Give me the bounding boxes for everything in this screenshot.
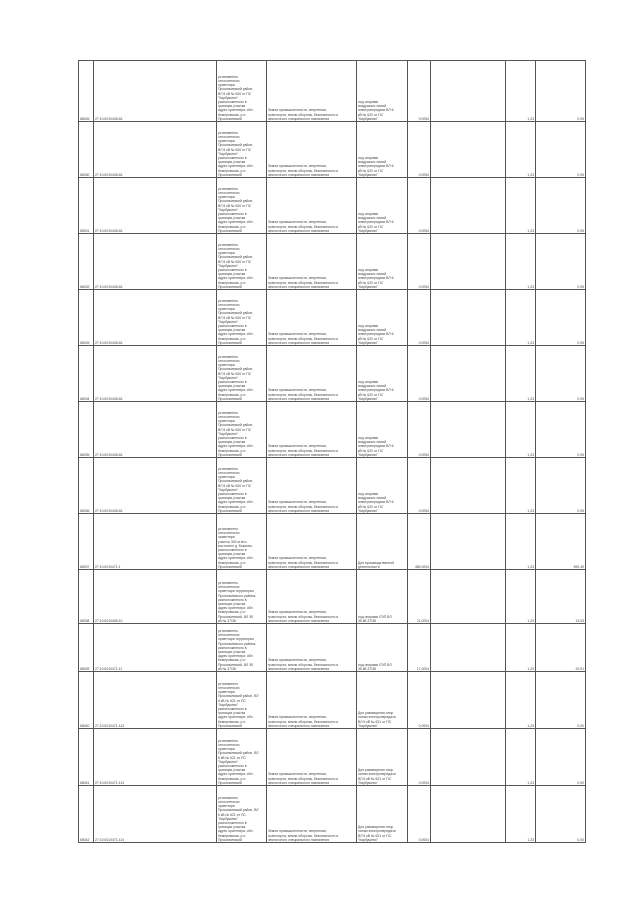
table-row <box>79 122 586 178</box>
table-row <box>79 672 586 729</box>
cadastral-number: 27:10:0010445:46 <box>94 458 217 514</box>
amount-value: 0,05 <box>536 458 586 514</box>
permitted-use: под опорами воздушных линий электропередачи ВЛ 6 кВ № 620 от ПС "Карбушево" <box>357 290 408 346</box>
cadastral-number: 27:10:0010471:113 <box>94 672 217 729</box>
land-category: Земли промышленности, энергетики, транспорта, земли обороны, безопасности и земли иного специального назначения <box>267 234 357 290</box>
empty-cell <box>431 458 506 514</box>
area-value: 0,0054 <box>408 178 431 234</box>
amount-value: 0,05 <box>536 178 586 234</box>
row-number: 68036 <box>79 458 94 514</box>
amount-value: 0,05 <box>536 290 586 346</box>
table-row <box>79 402 586 458</box>
land-category: Земли промышленности, энергетики, транспорта, земли обороны, безопасности и земли иного специального назначения <box>267 624 357 672</box>
row-number: 68042 <box>79 786 94 843</box>
empty-cell <box>431 346 506 402</box>
location-description: установлено относительно ориентира Прокопьевский район, ВЛ 6 кВ № 620 от ПС "Карбушево" расположенного в границах участка адрес ориентира: обл. Кемеровская, р-н Прокопьевский <box>217 122 267 178</box>
amount-value: 0,05 <box>536 346 586 402</box>
cadastral-number: 27:10:0010471:11 <box>94 624 217 672</box>
empty-cell <box>431 290 506 346</box>
amount-value: 0,05 <box>536 61 586 122</box>
table-row <box>79 514 586 570</box>
table-row <box>79 786 586 843</box>
cadastral-number: 27:10:0010445:46 <box>94 122 217 178</box>
row-number: 68038 <box>79 570 94 624</box>
permitted-use: под опорами воздушных линий электропередачи ВЛ 6 кВ № 620 от ПС "Карбушево" <box>357 346 408 402</box>
location-description: установлено относительно ориентира Прокопьевский район, ВЛ 6 кВ № 620 от ПС "Карбушево" расположенного в границах участка адрес ориентира: обл. Кемеровская, р-н Прокопьевский <box>217 234 267 290</box>
rate-value: 1,23 <box>506 346 536 402</box>
land-category: Земли промышленности, энергетики, транспорта, земли обороны, безопасности и земли иного специального назначения <box>267 61 357 122</box>
amount-value: 590,40 <box>536 514 586 570</box>
rate-value: 1,23 <box>506 514 536 570</box>
empty-cell <box>431 234 506 290</box>
cadastral-number: 27:10:0010445:46 <box>94 234 217 290</box>
row-number: 68041 <box>79 729 94 786</box>
rate-value: 1,23 <box>506 570 536 624</box>
land-category: Земли промышленности, энергетики, транспорта, земли обороны, безопасности и земли иного специального назначения <box>267 402 357 458</box>
land-category: Земли промышленности, энергетики, транспорта, земли обороны, безопасности и земли иного специального назначения <box>267 458 357 514</box>
row-number: 68032 <box>79 234 94 290</box>
land-category: Земли промышленности, энергетики, транспорта, земли обороны, безопасности и земли иного специального назначения <box>267 122 357 178</box>
table-row <box>79 570 586 624</box>
rate-value: 1,23 <box>506 122 536 178</box>
location-description: установлено относительно ориентира Прокопьевский район, ВЛ 6 кВ № 620 от ПС "Карбушево" расположенного в границах участка адрес ориентира: обл. Кемеровская, р-н Прокопьевский <box>217 346 267 402</box>
table-row <box>79 178 586 234</box>
table-row <box>79 290 586 346</box>
permitted-use: под опорами воздушных линий электропередачи ВЛ 6 кВ № 620 от ПС "Карбушево" <box>357 234 408 290</box>
area-value: 480,0004 <box>408 514 431 570</box>
land-category: Земли промышленности, энергетики, транспорта, земли обороны, безопасности и земли иного специального назначения <box>267 346 357 402</box>
location-description: установлено относительно ориентира Прокопьевский район, ВЛ 6 кВ № 620 от ПС "Карбушево" расположенного в границах участка адрес ориентира: обл. Кемеровская, р-н Прокопьевский <box>217 290 267 346</box>
rate-value: 1,23 <box>506 786 536 843</box>
row-number: 68026 <box>79 61 94 122</box>
cadastral-number: 27:10:0010471:1 <box>94 514 217 570</box>
cadastral-number: 27:10:0010445:46 <box>94 290 217 346</box>
cadastral-number: 27:10:0010445:46 <box>94 61 217 122</box>
empty-cell <box>431 570 506 624</box>
area-value: 11,0004 <box>408 570 431 624</box>
permitted-use: под опорами воздушных линий электропередачи ВЛ 6 кВ № 620 от ПС "Карбушево" <box>357 61 408 122</box>
permitted-use: Для размещения опор линии электропередачи ВЛ 6 кВ № 621 от ПС "Карбушево" <box>357 729 408 786</box>
land-category: Земли промышленности, энергетики, транспорта, земли обороны, безопасности и земли иного специального назначения <box>267 178 357 234</box>
empty-cell <box>431 402 506 458</box>
land-category: Земли промышленности, энергетики, транспорта, земли обороны, безопасности и земли иного специального назначения <box>267 786 357 843</box>
area-value: 0,0054 <box>408 346 431 402</box>
location-description: установлено относительно ориентира территория Прокопьевского района, расположенного в границах участка адрес ориентира: обл. Кемеровская, р-н Прокопьевский, ВЛ 35 кВ № 37/38 <box>217 624 267 672</box>
area-value: 0,0004 <box>408 729 431 786</box>
table-row <box>79 458 586 514</box>
location-description: установлено относительно ориентира Прокопьевский район, ВЛ 6 кВ № 620 от ПС "Карбушево" расположенного в границах участка адрес ориентира: обл. Кемеровская, р-н Прокопьевский <box>217 402 267 458</box>
permitted-use: под опорами ЛЭП ВЛ 35 кВ 37/38 <box>357 570 408 624</box>
amount-value: 20,91 <box>536 624 586 672</box>
rate-value: 1,23 <box>506 624 536 672</box>
permitted-use: Для размещения опор линии электропередачи ВЛ 6 кВ № 621 от ПС "Карбушево" <box>357 786 408 843</box>
table-row <box>79 624 586 672</box>
empty-cell <box>431 729 506 786</box>
location-description: установлено относительно ориентира Прокопьевский район, ВЛ 6 кВ № 620 от ПС "Карбушево" расположенного в границах участка адрес ориентира: обл. Кемеровская, р-н Прокопьевский <box>217 458 267 514</box>
rate-value: 1,23 <box>506 61 536 122</box>
area-value: 9,0054 <box>408 61 431 122</box>
empty-cell <box>431 514 506 570</box>
area-value: 0,0054 <box>408 402 431 458</box>
empty-cell <box>431 178 506 234</box>
permitted-use: Для размещения опор линии электропередачи ВЛ 6 кВ № 621 от ПС "Карбушево" <box>357 672 408 729</box>
location-description: установлено относительно ориентира территория Прокопьевского района, расположенного в границах участка адрес ориентира: обл. Кемеровская, р-н Прокопьевский, ВЛ 35 кВ № 37/38 <box>217 570 267 624</box>
land-category: Земли промышленности, энергетики, транспорта, земли обороны, безопасности и земли иного специального назначения <box>267 672 357 729</box>
location-description: установлено относительно ориентира Прокопьевский район, ВЛ 6 кВ № 621 от ПС "Карбушево" расположенного в границах участка адрес ориентира: обл. Кемеровская, р-н Прокопьевский <box>217 672 267 729</box>
amount-value: 0,00 <box>536 786 586 843</box>
location-description: установлено относительно ориентира Прокопьевский район, ВЛ 6 кВ № 621 от ПС "Карбушево" расположенного в границах участка адрес ориентира: обл. Кемеровская, р-н Прокопьевский <box>217 729 267 786</box>
rate-value: 1,23 <box>506 458 536 514</box>
location-description: установлено относительно ориентира Прокопьевский район, ВЛ 6 кВ № 621 от ПС "Карбушево" расположенного в границах участка адрес ориентира: обл. Кемеровская, р-н Прокопьевский <box>217 786 267 843</box>
row-number: 68039 <box>79 624 94 672</box>
permitted-use: Для производственной деятельности <box>357 514 408 570</box>
area-value: 0,0004 <box>408 672 431 729</box>
area-value: 0,0054 <box>408 290 431 346</box>
area-value: 0,0054 <box>408 122 431 178</box>
location-description: установлено относительно ориентира участок 300 м юго- восточнее д. Бышево, расположенного в границах участка адрес ориентира: обл. Кемеровская, р-н Прокопьевский <box>217 514 267 570</box>
table-row <box>79 234 586 290</box>
permitted-use: под опорами воздушных линий электропередачи ВЛ 6 кВ № 620 от ПС "Карбушево" <box>357 402 408 458</box>
amount-value: 0,05 <box>536 402 586 458</box>
amount-value: 13,53 <box>536 570 586 624</box>
amount-value: 0,00 <box>536 672 586 729</box>
area-value: 0,0054 <box>408 458 431 514</box>
rate-value: 1,23 <box>506 290 536 346</box>
cadastral-number: 27:10:0010445:46 <box>94 178 217 234</box>
rate-value: 1,23 <box>506 729 536 786</box>
cadastral-number: 27:10:0010471:113 <box>94 729 217 786</box>
empty-cell <box>431 61 506 122</box>
row-number: 68035 <box>79 402 94 458</box>
cadastral-number: 27:10:0010455:10 <box>94 570 217 624</box>
land-category: Земли промышленности, энергетики, транспорта, земли обороны, безопасности и земли иного специального назначения <box>267 514 357 570</box>
table-body <box>79 61 586 843</box>
empty-cell <box>431 624 506 672</box>
rate-value: 1,23 <box>506 672 536 729</box>
land-category: Земли промышленности, энергетики, транспорта, земли обороны, безопасности и земли иного специального назначения <box>267 570 357 624</box>
row-number: 68031 <box>79 178 94 234</box>
land-registry-table <box>78 60 586 843</box>
permitted-use: под опорами воздушных линий электропередачи ВЛ 6 кВ № 620 от ПС "Карбушево" <box>357 178 408 234</box>
row-number: 68033 <box>79 290 94 346</box>
area-value: 17,0004 <box>408 624 431 672</box>
cadastral-number: 27:10:0010471:114 <box>94 786 217 843</box>
rate-value: 1,23 <box>506 402 536 458</box>
amount-value: 0,00 <box>536 729 586 786</box>
area-value: 0,0004 <box>408 786 431 843</box>
row-number: 68040 <box>79 672 94 729</box>
land-category: Земли промышленности, энергетики, транспорта, земли обороны, безопасности и земли иного специального назначения <box>267 729 357 786</box>
empty-cell <box>431 122 506 178</box>
rate-value: 1,23 <box>506 234 536 290</box>
rate-value: 1,23 <box>506 178 536 234</box>
permitted-use: под опорами ЛЭП ВЛ 35 кВ 37/38 <box>357 624 408 672</box>
row-number: 68030 <box>79 122 94 178</box>
land-category: Земли промышленности, энергетики, транспорта, земли обороны, безопасности и земли иного специального назначения <box>267 290 357 346</box>
table-row <box>79 61 586 122</box>
row-number: 68037 <box>79 514 94 570</box>
location-description: установлено относительно ориентира Прокопьевский район, ВЛ 6 кВ № 620 от ПС "Карбушево" расположенного в границах участка адрес ориентира: обл. Кемеровская, р-н Прокопьевский <box>217 178 267 234</box>
row-number: 68034 <box>79 346 94 402</box>
empty-cell <box>431 786 506 843</box>
table-row <box>79 346 586 402</box>
location-description: установлено относительно ориентира Прокопьевский район, ВЛ 6 кВ № 620 от ПС "Карбушево" расположенного в границах участка адрес ориентира: обл. Кемеровская, р-н Прокопьевский <box>217 61 267 122</box>
permitted-use: под опорами воздушных линий электропередачи ВЛ 6 кВ № 620 от ПС "Карбушево" <box>357 122 408 178</box>
permitted-use: под опорами воздушных линий электропередачи ВЛ 6 кВ № 620 от ПС "Карбушево" <box>357 458 408 514</box>
table-row <box>79 729 586 786</box>
amount-value: 0,05 <box>536 122 586 178</box>
area-value: 0,0054 <box>408 234 431 290</box>
amount-value: 0,05 <box>536 234 586 290</box>
cadastral-number: 27:10:0010445:46 <box>94 346 217 402</box>
empty-cell <box>431 672 506 729</box>
cadastral-number: 27:10:0010445:46 <box>94 402 217 458</box>
